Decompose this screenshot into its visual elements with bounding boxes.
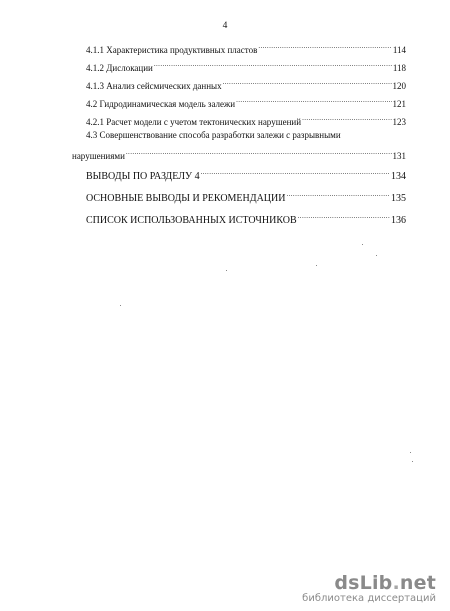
toc-dot-leader — [223, 78, 392, 89]
toc-dot-leader — [286, 190, 390, 201]
toc-dot-leader — [258, 42, 392, 53]
toc-entry — [72, 148, 406, 162]
toc-dot-leader — [154, 60, 392, 71]
scan-speck — [376, 255, 377, 256]
toc-entry-page: 134 — [391, 171, 406, 182]
toc-entry-title: 4.1.3 Анализ сейсмических данных — [86, 81, 222, 91]
toc-entry — [86, 212, 406, 226]
toc-entry-page: 121 — [392, 99, 406, 109]
scan-speck — [226, 270, 227, 271]
toc-entry-page: 114 — [392, 45, 406, 55]
toc-entry — [86, 42, 406, 56]
watermark — [302, 573, 436, 605]
toc-entry-page: 136 — [391, 215, 406, 226]
toc-entry-page: 118 — [392, 63, 406, 73]
toc-entry-page: 123 — [392, 117, 406, 127]
watermark-logo-part1: dsLib — [334, 572, 393, 594]
toc-entry-page: 131 — [392, 151, 406, 161]
toc-entry-title: 4.1.2 Дислокации — [86, 63, 153, 73]
watermark-logo-dot: . — [392, 572, 400, 594]
toc-entry-title: 4.2 Гидродинамическая модель залежи — [86, 99, 236, 109]
page-number: 4 — [222, 21, 228, 31]
toc-dot-leader — [298, 212, 390, 223]
toc-entry-page: 135 — [391, 193, 406, 204]
toc-dot-leader — [201, 168, 390, 179]
scan-speck — [410, 452, 411, 453]
toc-entry-title-line1: 4.3 Совершенствование способа разработки залежи с разрывными — [86, 130, 341, 140]
scan-speck — [412, 461, 413, 462]
toc-entry — [86, 96, 406, 110]
toc-entry — [86, 60, 406, 74]
toc-entry — [86, 168, 406, 182]
toc-entry-title: ВЫВОДЫ ПО РАЗДЕЛУ 4 — [86, 171, 200, 182]
toc-entry-title: 4.1.1 Характеристика продуктивных пластов — [86, 45, 258, 55]
scan-speck — [362, 244, 363, 245]
toc-dot-leader — [126, 148, 392, 159]
toc-entry — [86, 78, 406, 92]
toc-entry-title: 4.2.1 Расчет модели с учетом тектонических нарушений — [86, 117, 302, 127]
toc-entry-title-line2: нарушениями — [72, 151, 125, 161]
toc-dot-leader — [236, 96, 391, 107]
scan-speck — [120, 305, 121, 306]
watermark-logo — [302, 573, 436, 593]
toc-entry-title: СПИСОК ИСПОЛЬЗОВАННЫХ ИСТОЧНИКОВ — [86, 215, 297, 226]
watermark-subtitle: библиотека диссертаций — [302, 593, 436, 604]
toc-entry — [86, 190, 406, 204]
scan-speck — [316, 265, 317, 266]
toc-entry — [86, 114, 406, 128]
toc-entry-title: ОСНОВНЫЕ ВЫВОДЫ И РЕКОМЕНДАЦИИ — [86, 193, 286, 204]
toc-dot-leader — [302, 114, 391, 125]
watermark-logo-part2: net — [399, 572, 436, 594]
toc-entry-page: 120 — [392, 81, 406, 91]
